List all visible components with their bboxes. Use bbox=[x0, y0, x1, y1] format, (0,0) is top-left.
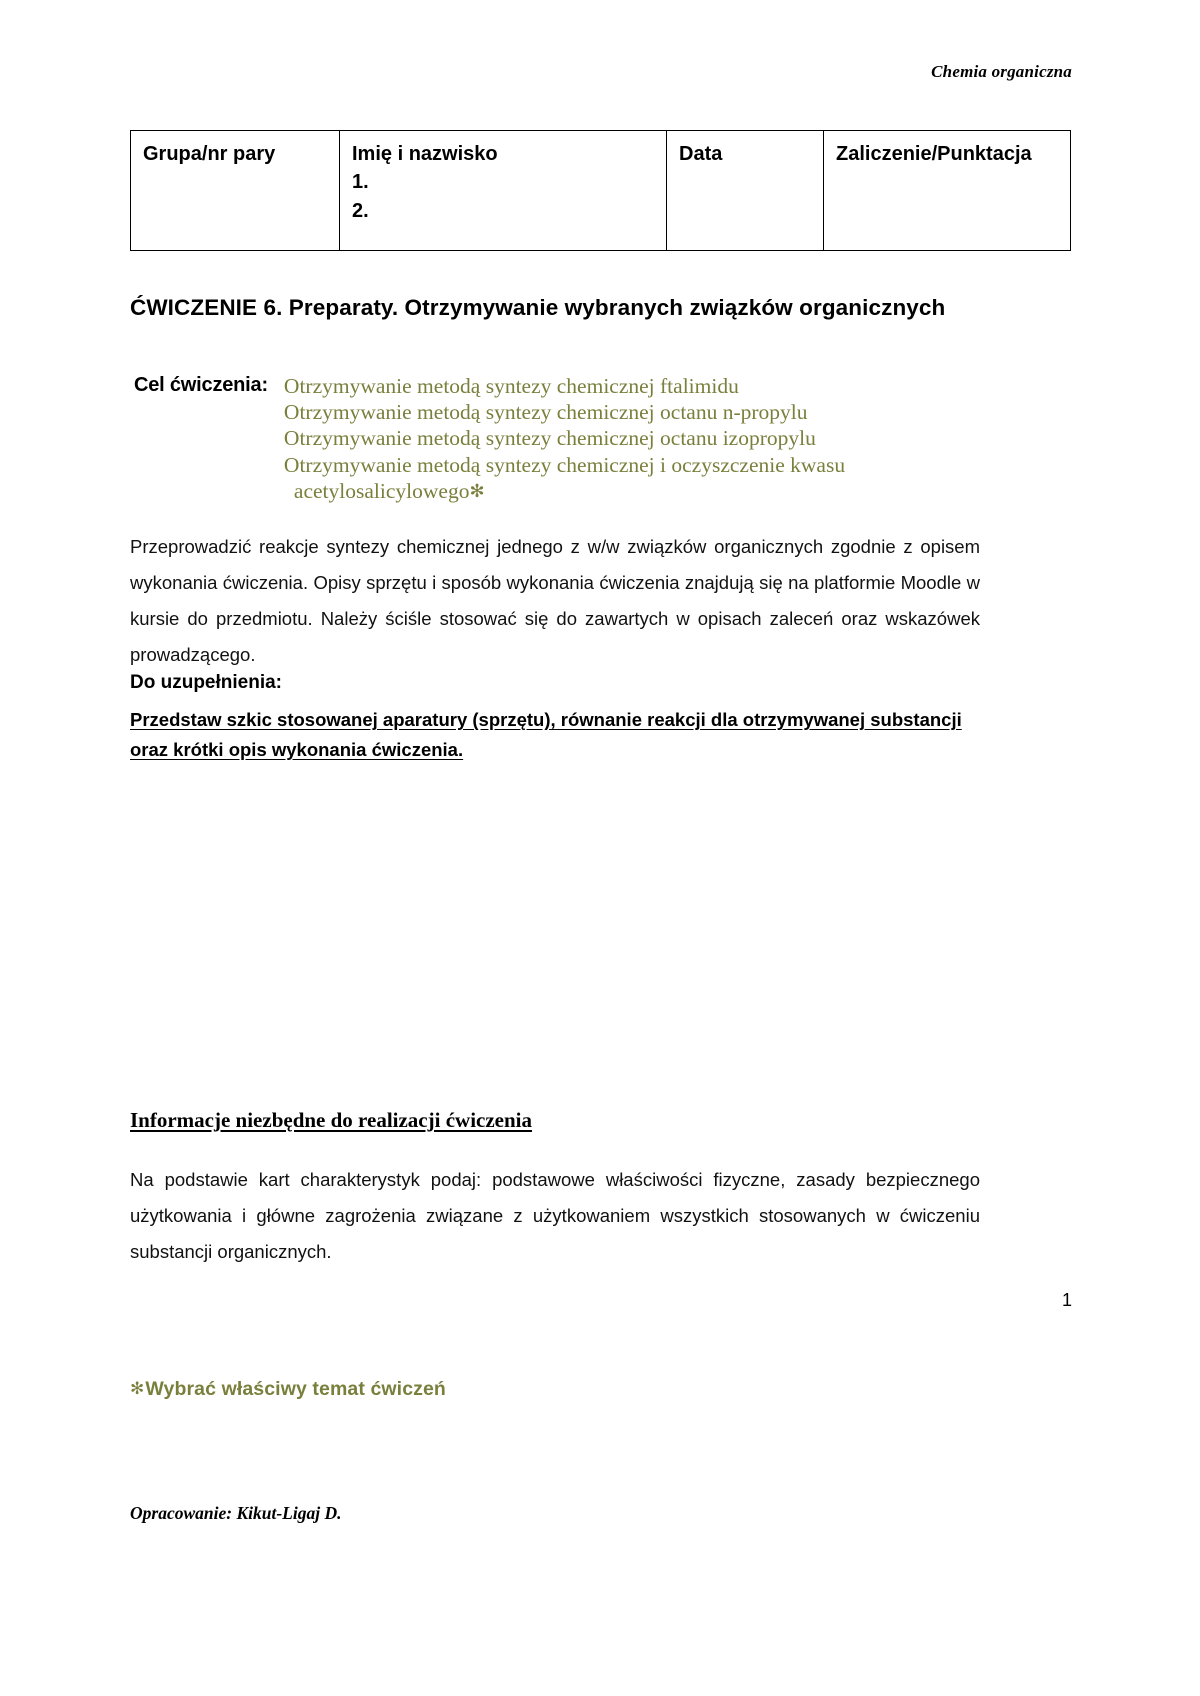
page-number: 1 bbox=[1061, 1290, 1072, 1310]
fill-in-label: Do uzupełnienia: bbox=[130, 672, 282, 693]
name-line-2: 2. bbox=[352, 199, 369, 222]
column-header-date: Data bbox=[679, 143, 723, 165]
column-header-name: Imię i nazwisko bbox=[352, 143, 498, 165]
column-header-group: Grupa/nr pary bbox=[143, 143, 276, 165]
info-section-paragraph: Na podstawie kart charakterystyk podaj: podstawowe właściwości fizyczne, zasady bezpiecznego użytkowania i główne zagrożenia związane z użytkowaniem wszystkich stosowanych w ćwiczeniu substancji organicznych. bbox=[130, 1169, 980, 1263]
student-info-table bbox=[130, 130, 1071, 251]
aim-item-continuation-text: acetylosalicylowego bbox=[293, 478, 470, 503]
aim-list bbox=[284, 373, 845, 504]
cell-group[interactable] bbox=[131, 131, 340, 251]
cell-score[interactable] bbox=[824, 131, 1071, 251]
asterisk-icon: ✻ bbox=[130, 1379, 145, 1399]
aim-item: Otrzymywanie metodą syntezy chemicznej octanu n-propylu bbox=[283, 400, 808, 425]
name-line-1: 1. bbox=[352, 171, 369, 194]
aim-block bbox=[134, 373, 994, 504]
table-row bbox=[131, 131, 1071, 251]
aim-item: Otrzymywanie metodą syntezy chemicznej octanu izopropylu bbox=[283, 426, 816, 451]
credits-line: Opracowanie: Kikut-Ligaj D. bbox=[130, 1503, 342, 1523]
name-line-list bbox=[352, 168, 656, 225]
cell-date[interactable] bbox=[667, 131, 824, 251]
aim-label: Cel ćwiczenia: bbox=[134, 374, 268, 396]
running-header: Chemia organiczna bbox=[931, 62, 1072, 81]
aim-item-continuation bbox=[284, 478, 845, 504]
asterisk-icon: ✻ bbox=[469, 480, 485, 502]
column-header-score: Zaliczenie/Punktacja bbox=[836, 143, 1032, 165]
intro-paragraph: Przeprowadzić reakcje syntezy chemicznej jednego z w/w związków organicznych zgodnie z opisem wykonania ćwiczenia. Opisy sprzętu i sposób wykonania ćwiczenia znajdują się na platformie Moodle w kursie do przedmiotu. Należy ściśle stosować się do zawartych w opisach zaleceń oraz wskazówek prowadzącego. bbox=[130, 536, 980, 666]
footnote-text: Wybrać właściwy temat ćwiczeń bbox=[145, 1378, 446, 1400]
aim-item: Otrzymywanie metodą syntezy chemicznej i oczyszczenie kwasu bbox=[283, 452, 846, 477]
aim-item: Otrzymywanie metodą syntezy chemicznej ftalimidu bbox=[283, 374, 739, 398]
info-section-heading: Informacje niezbędne do realizacji ćwiczenia bbox=[130, 1108, 533, 1132]
fill-in-instruction: Przedstaw szkic stosowanej aparatury (sprzętu), równanie reakcji dla otrzymywanej substancji oraz krótki opis wykonania ćwiczenia. bbox=[130, 709, 962, 760]
exercise-title: ĆWICZENIE 6. Preparaty. Otrzymywanie wybranych związków organicznych bbox=[130, 295, 946, 320]
cell-name[interactable] bbox=[340, 131, 667, 251]
footnote bbox=[130, 1378, 446, 1401]
